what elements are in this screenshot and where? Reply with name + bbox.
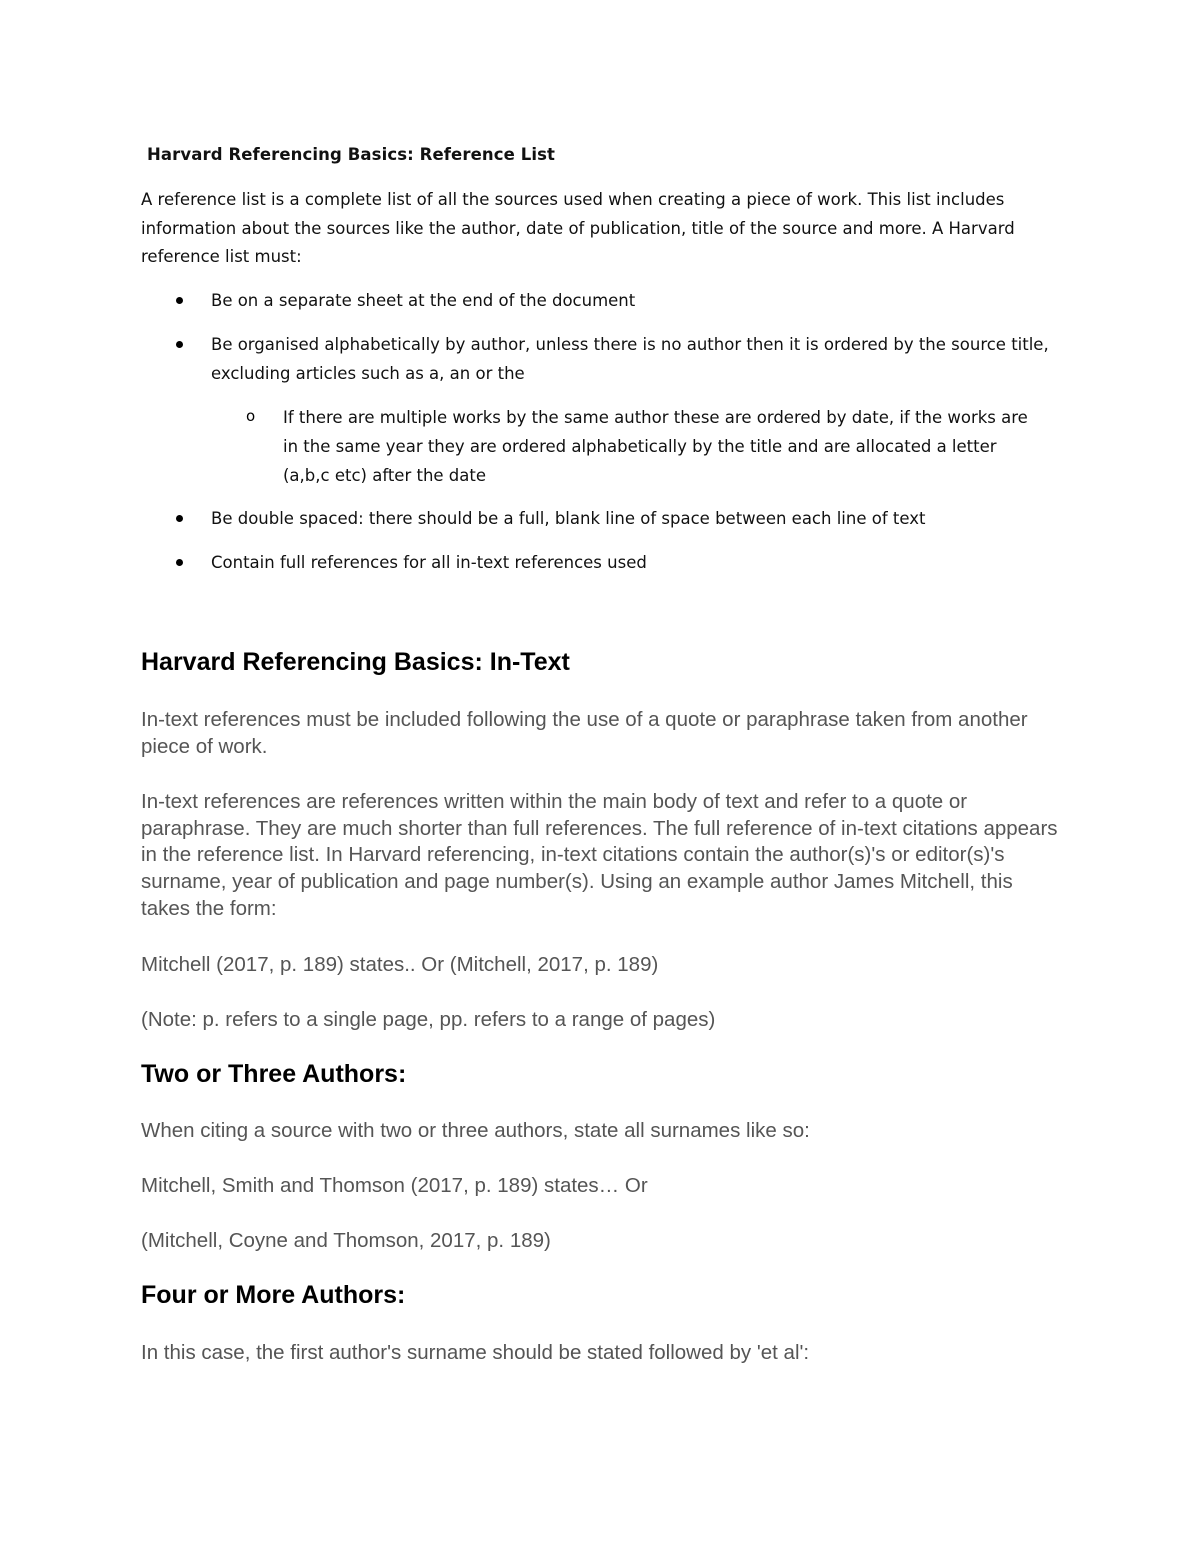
- two-three-authors-example-1: Mitchell, Smith and Thomson (2017, p. 189) states… Or: [141, 1174, 648, 1197]
- four-more-authors-heading: Four or More Authors:: [141, 1281, 406, 1309]
- in-text-note: (Note: p. refers to a single page, pp. refers to a range of pages): [141, 1008, 716, 1031]
- circle-bullet-icon: o: [246, 407, 256, 425]
- two-three-authors-heading: Two or Three Authors:: [141, 1060, 407, 1088]
- in-text-example: Mitchell (2017, p. 189) states.. Or (Mitchell, 2017, p. 189): [141, 953, 659, 976]
- bullet-icon: [176, 559, 183, 566]
- bullet-icon: [176, 297, 183, 304]
- in-text-para-1: In-text references must be included following the use of a quote or paraphrase taken from another piece of work.: [141, 708, 1028, 758]
- list-item-text: Be on a separate sheet at the end of the document: [211, 291, 636, 310]
- reference-list-intro: A reference list is a complete list of all the sources used when creating a piece of work. This list includes information about the sources like the author, date of publication, title of the source and more. A Harvard reference list must:: [141, 190, 1015, 266]
- in-text-heading: Harvard Referencing Basics: In-Text: [141, 648, 570, 676]
- list-item-text: Be double spaced: there should be a full, blank line of space between each line of text: [211, 509, 926, 528]
- list-item-text: Be organised alphabetically by author, unless there is no author then it is ordered by the source title, excluding articles such as a, an or the: [211, 335, 1049, 383]
- reference-list-heading: Harvard Referencing Basics: Reference List: [147, 145, 556, 164]
- two-three-authors-para: When citing a source with two or three authors, state all surnames like so:: [141, 1119, 810, 1142]
- four-more-authors-para: In this case, the first author's surname should be stated followed by 'et al':: [141, 1341, 810, 1364]
- bullet-icon: [176, 515, 183, 522]
- in-text-para-2: In-text references are references written within the main body of text and refer to a quote or paraphrase. They are much shorter than full references. The full reference of in-text citations appears in the reference list. In Harvard referencing, in-text citations contain the author(s)'s or editor(s)'s surname, year of publication and page number(s). Using an example author James Mitchell, this takes the form:: [141, 790, 1058, 920]
- sub-list-item-text: If there are multiple works by the same author these are ordered by date, if the works are in the same year they are ordered alphabetically by the title and are allocated a letter (a,b,c etc) after the date: [283, 408, 1028, 485]
- two-three-authors-example-2: (Mitchell, Coyne and Thomson, 2017, p. 189): [141, 1229, 551, 1252]
- bullet-icon: [176, 341, 183, 348]
- list-item-text: Contain full references for all in-text references used: [211, 553, 647, 572]
